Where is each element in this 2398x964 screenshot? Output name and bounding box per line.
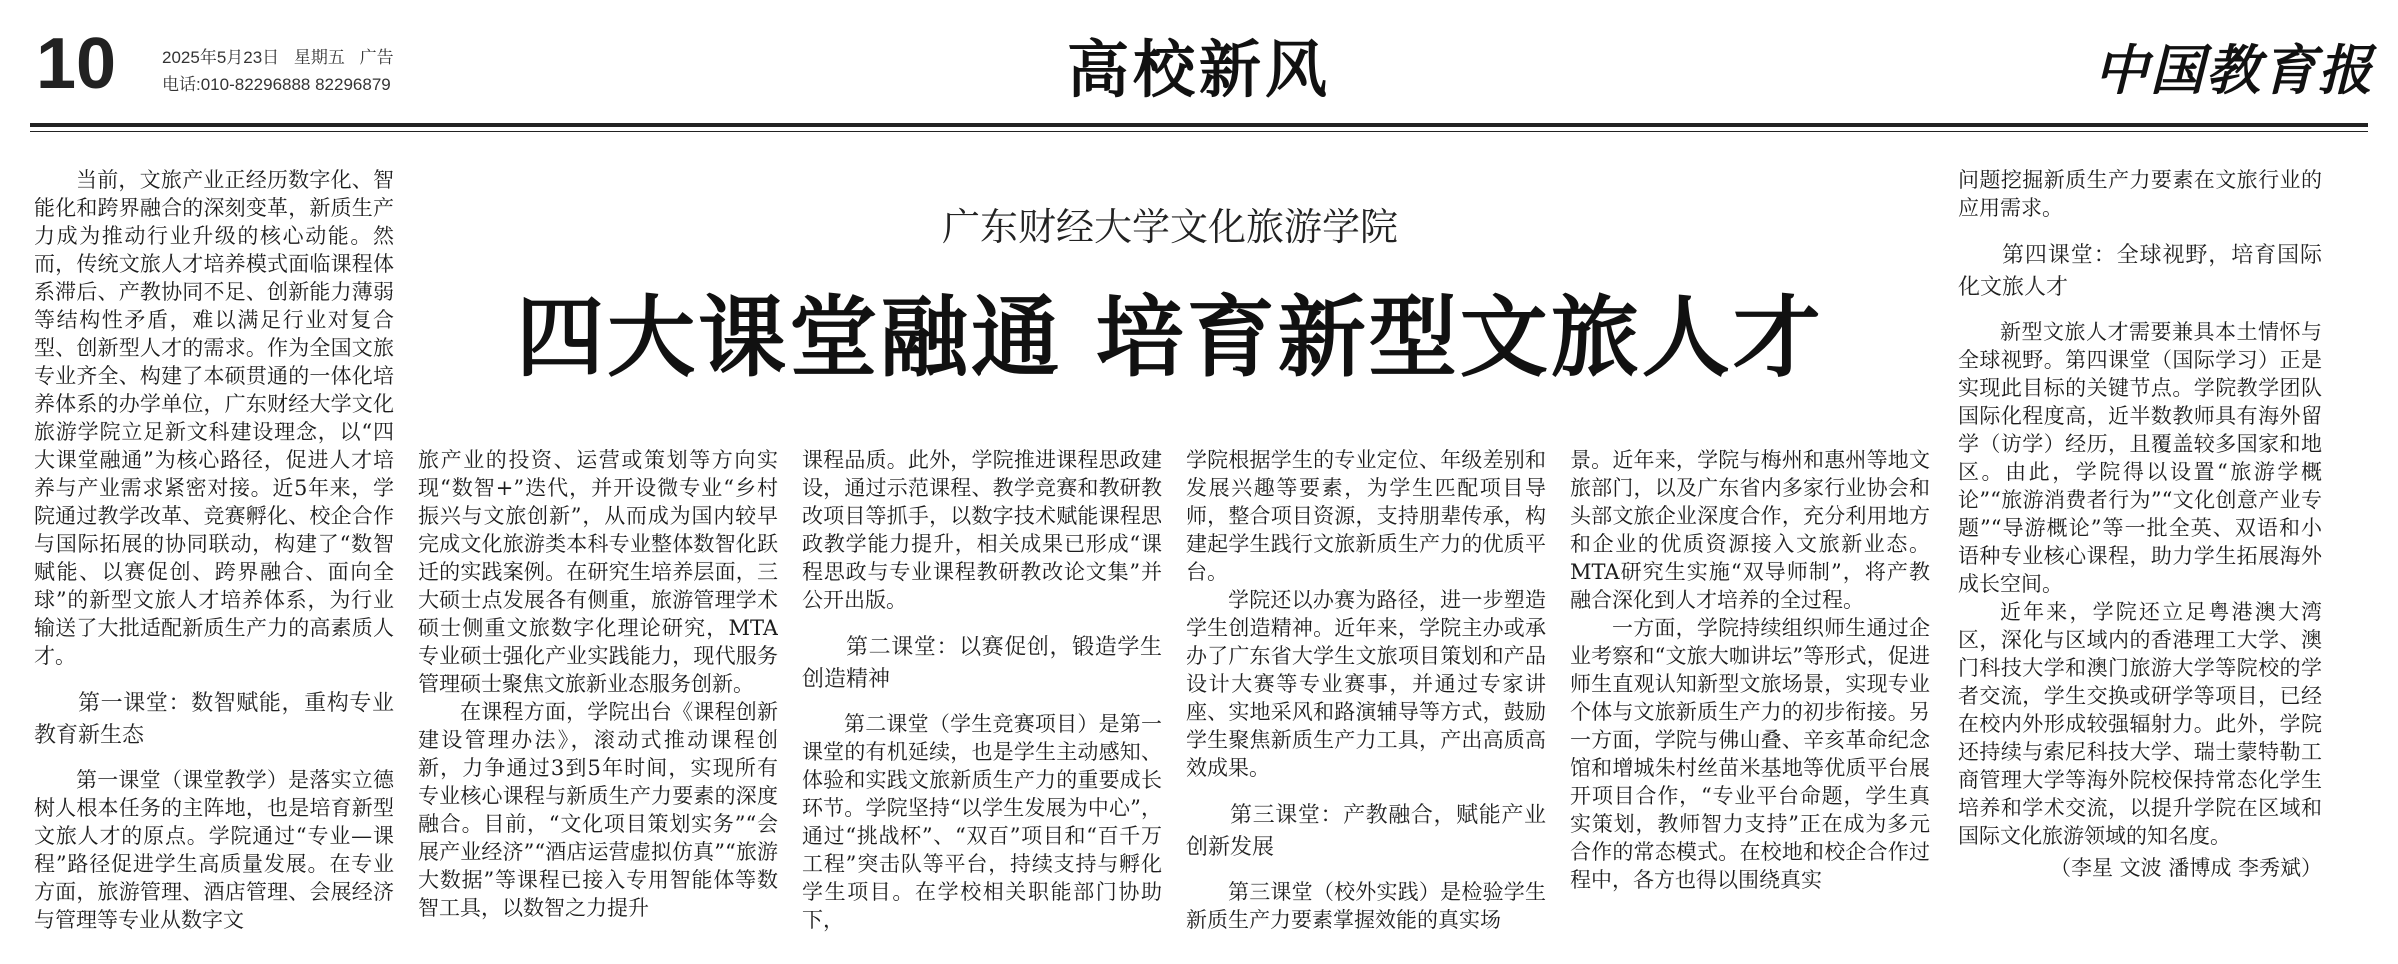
paragraph: 第二课堂（学生竞赛项目）是第一课堂的有机延续，也是学生主动感知、体验和实践文旅新质生产力的重要成长环节。学院坚持“以学生发展为中心”，通过“挑战杯”、“双百”项目和“百千万工程”突击队等平台，持续支持与孵化学生项目。在学校相关职能部门协助下， (802, 712, 1162, 932)
page-category: 广告 (359, 48, 394, 67)
masthead-rule-thin (30, 131, 2368, 132)
author-byline: （李星 文波 潘博成 李秀斌） (2049, 856, 2322, 880)
article-column-5 (1570, 446, 1930, 960)
subheading: 第四课堂：全球视野，培育国际化文旅人才 (1958, 243, 2322, 300)
article-column-4 (1186, 446, 1546, 960)
article-column-3 (802, 446, 1162, 960)
subheading: 第一课堂：数智赋能，重构专业教育新生态 (34, 691, 394, 748)
article-column-6 (1958, 166, 2322, 960)
paragraph: 新型文旅人才需要兼具本土情怀与全球视野。第四课堂（国际学习）正是实现此目标的关键节点。学院教学团队国际化程度高，近半数教师具有海外留学（访学）经历，且覆盖较多国家和地区。由此，学院得以设置“旅游学概论”“旅游消费者行为”“文化创意产业专题”“导游概论”等一批全英、双语和小语种专业核心课程，助力学生拓展海外成长空间。 (1958, 320, 2322, 596)
paragraph: 学院根据学生的专业定位、年级差别和发展兴趣等要素，为学生匹配项目导师，整合项目资源，支持朋辈传承，构建起学生践行文旅新质生产力的优质平台。 (1186, 448, 1546, 584)
subheading: 第二课堂：以赛促创，锻造学生创造精神 (802, 635, 1162, 692)
paragraph: 当前，文旅产业正经历数字化、智能化和跨界融合的深刻变革，新质生产力成为推动行业升级的核心动能。然而，传统文旅人才培养模式面临课程体系滞后、产教协同不足、创新能力薄弱等结构性矛盾，难以满足行业对复合型、创新型人才的需求。作为全国文旅专业齐全、构建了本硕贯通的一体化培养体系的办学单位，广东财经大学文化旅游学院立足新文科建设理念，以“四大课堂融通”为核心路径，促进人才培养与产业需求紧密对接。近5年来，学院通过教学改革、竞赛孵化、校企合作与国际拓展的协同联动，构建了“数智赋能、以赛促创、跨界融合、面向全球”的新型文旅人才培养体系，为行业输送了大批适配新质生产力的高素质人才。 (34, 168, 394, 668)
paragraph: 旅产业的投资、运营或策划等方向实现“数智+”迭代，并开设微专业“乡村振兴与文旅创新”，从而成为国内较早完成文化旅游类本科专业整体数智化跃迁的实践案例。在研究生培养层面，三大硕士点发展各有侧重，旅游管理学术硕士侧重文旅数字化理论研究，MTA专业硕士强化产业实践能力，现代服务管理硕士聚焦文旅新业态服务创新。 (418, 448, 778, 696)
issue-date: 2025年5月23日 (162, 48, 280, 67)
paragraph: 近年来，学院还立足粤港澳大湾区，深化与区域内的香港理工大学、澳门科技大学和澳门旅游大学等院校的学者交流，学生交换或研学等项目，已经在校内外形成较强辐射力。此外，学院还持续与索尼科技大学、瑞士蒙特勒工商管理大学等海外院校保持常态化学生培养和学术交流，以提升学院在区域和国际文化旅游领域的知名度。 (1958, 600, 2322, 848)
newspaper-logo: 中国教育报 (2094, 38, 2374, 102)
issue-weekday: 星期五 (293, 48, 345, 67)
paragraph: 课程品质。此外，学院推进课程思政建设，通过示范课程、教学竞赛和教研教改项目等抓手，以数字技术赋能课程思政教学能力提升，相关成果已形成“课程思政与专业课程教研教改论文集”并公开出版。 (802, 448, 1162, 612)
page-number: 10 (36, 24, 117, 104)
article-headline: 四大课堂融通 培育新型文旅人才 (516, 286, 1824, 389)
section-title: 高校新风 (1066, 33, 1331, 106)
article-column-2 (418, 446, 778, 960)
contact-phone: 电话:010-82296888 82296879 (162, 75, 391, 94)
paragraph: 一方面，学院持续组织师生通过企业考察和“文旅大咖讲坛”等形式，促进师生直观认知新型文旅场景，实现专业个体与文旅新质生产力的初步衔接。另一方面，学院与佛山叠、辛亥革命纪念馆和增城朱村丝苗米基地等优质平台展开项目合作，“专业平台命题，学生真实策划，教师智力支持”正在成为多元合作的常态模式。在校地和校企合作过程中，各方也得以围绕真实 (1570, 616, 1930, 892)
article-kicker: 广东财经大学文化旅游学院 (941, 205, 1398, 249)
masthead-rule (30, 123, 2368, 127)
paragraph: 第一课堂（课堂教学）是落实立德树人根本任务的主阵地，也是培育新型文旅人才的原点。学院通过“专业—课程”路径促进学生高质量发展。在专业方面，旅游管理、酒店管理、会展经济与管理等专业从数字文 (34, 768, 394, 932)
paragraph: 第三课堂（校外实践）是检验学生新质生产力要素掌握效能的真实场 (1186, 880, 1546, 932)
paragraph: 在课程方面，学院出台《课程创新建设管理办法》，滚动式推动课程创新，力争通过3到5年时间，实现所有专业核心课程与新质生产力要素的深度融合。目前，“文化项目策划实务”“会展产业经济”“酒店运营虚拟仿真”“旅游大数据”等课程已接入专用智能体等数智工具，以数智之力提升 (418, 700, 778, 920)
article-column-1 (34, 166, 394, 960)
paragraph: 学院还以办赛为路径，进一步塑造学生创造精神。近年来，学院主办或承办了广东省大学生文旅项目策划和产品设计大赛等专业赛事，并通过专家讲座、实地采风和路演辅导等方式，鼓励学生聚焦新质生产力工具，产出高质高效成果。 (1186, 588, 1546, 780)
subheading: 第三课堂：产教融合，赋能产业创新发展 (1186, 803, 1546, 860)
paragraph: 景。近年来，学院与梅州和惠州等地文旅部门，以及广东省内多家行业协会和头部文旅企业深度合作，充分利用地方和企业的优质资源接入文旅新业态。MTA研究生实施“双导师制”，将产教融合深化到人才培养的全过程。 (1570, 448, 1930, 612)
paragraph: 问题挖掘新质生产力要素在文旅行业的应用需求。 (1958, 168, 2322, 220)
